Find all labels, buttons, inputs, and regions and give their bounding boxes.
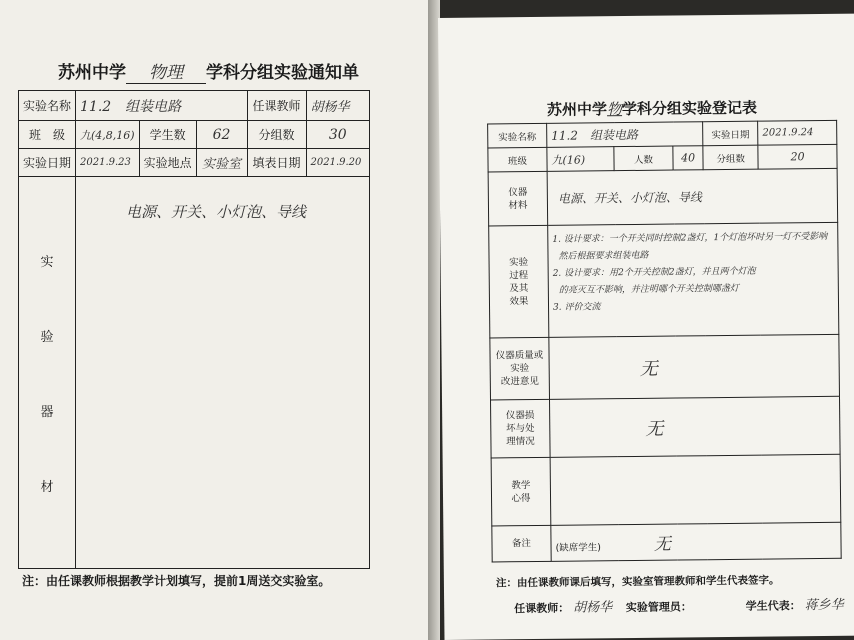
teacher-sign-label: 任课教师： — [514, 601, 570, 616]
student-signature: 蒋乡华 — [804, 597, 844, 614]
label-quality — [490, 337, 550, 400]
equipment-label-char: 实 — [40, 254, 54, 270]
label-experiment-name: 实验名称 — [488, 123, 547, 148]
signature-row — [514, 594, 844, 616]
label-people: 人数 — [614, 146, 673, 171]
label-teacher: 任课教师 — [247, 91, 306, 121]
title-suffix: 学科分组实验通知单 — [206, 63, 359, 83]
label-materials-text: 仪器 材料 — [508, 186, 528, 211]
title-prefix: 苏州中学 — [58, 63, 126, 83]
remarks-prefix: (缺席学生) — [555, 542, 602, 554]
value-experiment-name: 11.2 组装电路 — [547, 122, 703, 148]
value-teacher: 胡杨华 — [306, 91, 370, 121]
label-damage — [491, 399, 551, 458]
process-line: 的亮灭互不影响，并注明哪个开关控制哪盏灯 — [558, 283, 739, 296]
process-line: 然后根据要求组装电路 — [558, 250, 649, 262]
value-class: 九(4,8,16) — [76, 121, 140, 149]
value-process — [548, 222, 839, 337]
admin-sign-label: 实验管理员： — [625, 600, 692, 615]
label-reflection-text: 教学 心得 — [511, 479, 531, 504]
value-class: 九(16) — [547, 147, 614, 172]
label-location: 实验地点 — [139, 149, 196, 177]
equipment-label-cell — [19, 177, 76, 569]
value-fill-date: 2021.9.20 — [306, 149, 370, 177]
left-footnote: 注：由任课教师根据教学计划填写，提前1周送交实验室。 — [22, 574, 331, 588]
equipment-value: 电源、开关、小灯泡、导线 — [126, 203, 307, 221]
label-reflection — [491, 457, 551, 526]
value-remarks-cell — [551, 522, 841, 561]
right-title — [547, 97, 757, 120]
value-groups: 20 — [758, 144, 837, 169]
process-line: 2. 设计要求：用2个开关控制2盏灯，并且两个灯泡 — [552, 266, 756, 279]
label-remarks: 备注 — [492, 525, 551, 562]
left-notice-table — [18, 90, 370, 569]
equipment-label-char: 验 — [40, 329, 54, 345]
value-damage: 无 — [549, 396, 840, 457]
label-materials — [488, 171, 548, 226]
value-student-count: 62 — [196, 121, 247, 149]
label-process-text: 实验 过程 及其 效果 — [508, 256, 529, 307]
right-register-sheet — [438, 14, 854, 640]
label-date: 实验日期 — [703, 121, 758, 146]
right-register-table — [487, 120, 842, 563]
title-prefix: 苏州中学 — [546, 100, 608, 119]
value-experiment-name: 11.2 组装电路 — [76, 91, 247, 121]
teacher-signature: 胡杨华 — [572, 600, 613, 616]
label-damage-text: 仪器损 坏与处 理情况 — [505, 410, 535, 448]
process-line: 1. 设计要求：一个开关同时控制2盏灯，1个灯泡坏时另一灯不受影响 — [552, 231, 828, 245]
equipment-label-char: 材 — [40, 479, 54, 495]
value-group-count: 30 — [306, 121, 370, 149]
value-materials: 电源、开关、小灯泡、导线 — [547, 168, 838, 225]
value-quality: 无 — [549, 334, 840, 399]
subject-handwritten: 物 — [606, 100, 623, 119]
label-group-count: 分组数 — [247, 121, 306, 149]
equipment-label-char: 器 — [40, 404, 54, 420]
process-line: 3. 评价交流 — [552, 302, 601, 313]
label-quality-text: 仪器质量或 实验 改进意见 — [495, 349, 544, 388]
label-process — [489, 225, 549, 338]
value-date: 2021.9.24 — [758, 120, 837, 145]
value-remarks: 无 — [653, 534, 672, 555]
label-student-count: 学生数 — [139, 121, 196, 149]
value-date: 2021.9.23 — [76, 149, 140, 177]
label-date: 实验日期 — [19, 149, 76, 177]
label-experiment-name: 实验名称 — [19, 91, 76, 121]
left-title — [58, 58, 359, 84]
value-people: 40 — [673, 146, 703, 170]
label-groups: 分组数 — [703, 145, 758, 170]
right-footnote: 注：由任课教师课后填写，实验室管理教师和学生代表签字。 — [495, 574, 780, 590]
title-suffix: 学科分组实验登记表 — [621, 98, 758, 119]
label-fill-date: 填表日期 — [247, 149, 306, 177]
value-location: 实验室 — [196, 149, 247, 177]
label-class: 班 级 — [19, 121, 76, 149]
subject-handwritten: 物理 — [126, 58, 206, 84]
value-reflection — [550, 454, 841, 525]
student-sign-label: 学生代表： — [745, 599, 801, 613]
label-class: 班级 — [488, 147, 547, 172]
